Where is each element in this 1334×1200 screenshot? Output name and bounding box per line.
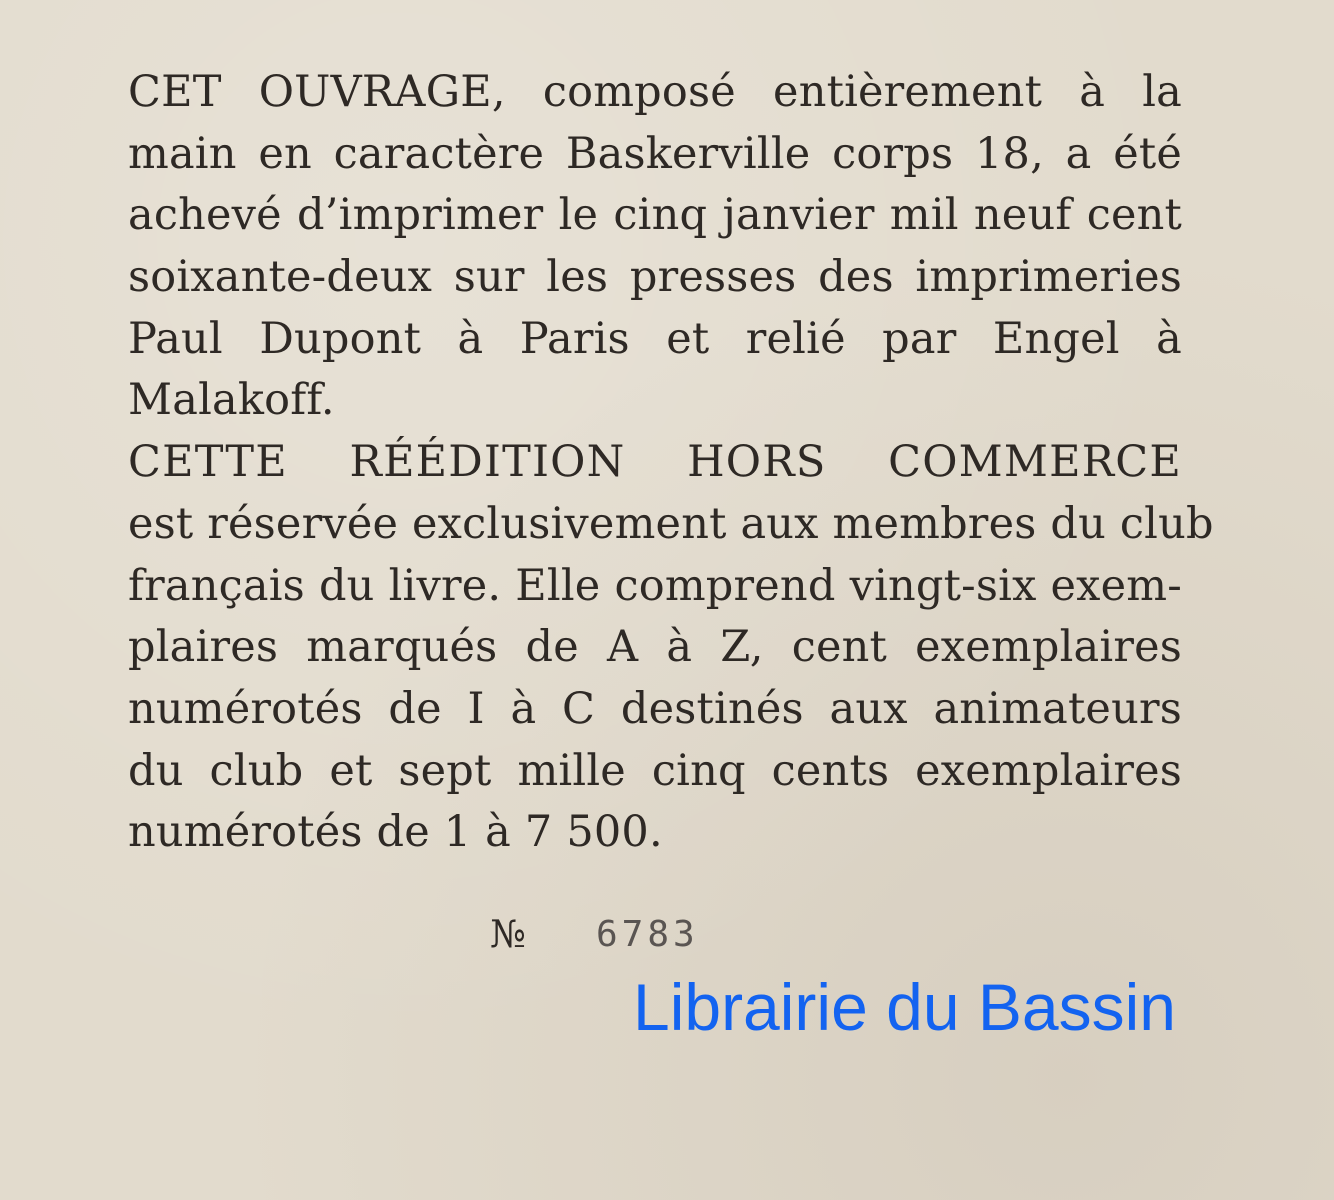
colophon-line: CETTE RÉÉDITION HORS COMMERCE [128, 437, 1182, 488]
colophon-line: est réservée exclusivement aux membres du club [128, 498, 1214, 549]
colophon-text [128, 62, 1214, 864]
colophon-line: du club et sept mille cinq cents exemplaires [128, 745, 1182, 796]
colophon-line: achevé d’imprimer le cinq janvier mil neuf cent [128, 190, 1182, 241]
colophon-line: soixante-deux sur les presses des imprimeries [128, 252, 1182, 303]
colophon-line: numérotés de I à C destinés aux animateurs [128, 683, 1182, 734]
colophon-line: français du livre. Elle comprend vingt-six exem- [128, 560, 1182, 611]
stamped-copy-number: 6783 [595, 913, 699, 955]
colophon-line: Paul Dupont à Paris et relié par Engel à [128, 313, 1182, 364]
colophon-line: CET OUVRAGE, composé entièrement à la [128, 67, 1182, 117]
copy-number [490, 912, 790, 972]
colophon-line: plaires marqués de A à Z, cent exemplaires [128, 622, 1182, 673]
colophon-line: numérotés de 1 à 7 500. [128, 807, 663, 858]
colophon-line: Malakoff. [128, 375, 335, 426]
watermark: Librairie du Bassin [633, 970, 1176, 1044]
numero-sign: № [490, 912, 526, 956]
colophon-line: main en caractère Baskerville corps 18, a été [128, 128, 1182, 179]
